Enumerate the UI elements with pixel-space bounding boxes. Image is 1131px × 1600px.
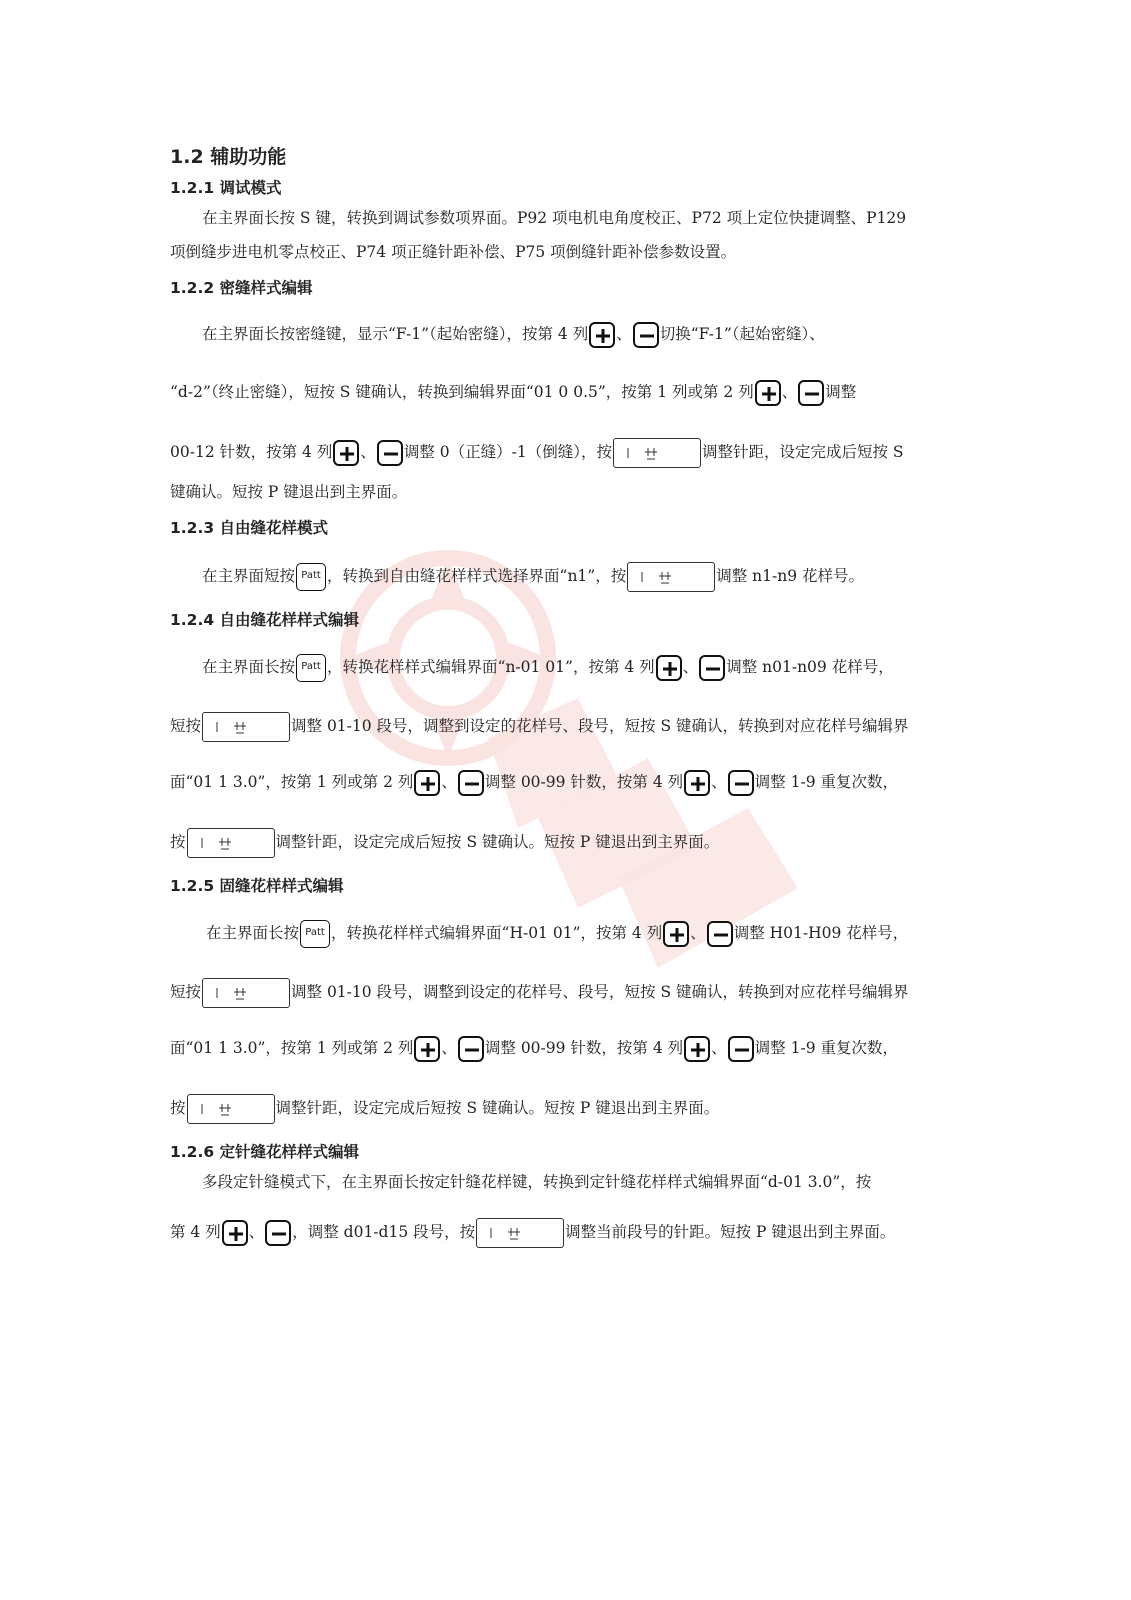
text-span: 调整 01-10 段号，调整到设定的花样号、段号，短按 S 键确认，转换到对应花样号编辑界 <box>291 983 909 1001</box>
patt-key-icon: Patt <box>296 654 326 682</box>
paragraph-line: 在主界面长按 S 键，转换到调试参数项界面。P92 项电机电角度校正、P72 项上定位快捷调整、P129 <box>202 209 907 227</box>
stitch-length-key-icon <box>187 1094 275 1124</box>
heading-1-2-3: 1.2.3 自由缝花样模式 <box>170 519 329 537</box>
stitch-length-key-icon <box>202 978 290 1008</box>
text-span: 、 <box>682 658 699 676</box>
text-span: 切换“F-1”（起始密缝）、 <box>659 325 825 343</box>
text-span: 、 <box>711 1039 727 1057</box>
paragraph-line <box>202 654 894 682</box>
text-span: 调整 00-99 针数，按第 4 列 <box>484 1039 684 1057</box>
minus-key-icon <box>265 1220 291 1246</box>
text-span: 、 <box>690 924 706 942</box>
text-span: 短按 <box>170 983 202 1001</box>
minus-key-icon <box>633 322 659 348</box>
text-span: ，转换到自由缝花样样式选择界面“n1”，按 <box>327 567 627 585</box>
paragraph-line: 键确认。短按 P 键退出到主界面。 <box>170 483 408 501</box>
stitch-length-key-icon <box>202 712 290 742</box>
section-title: 1.2 辅助功能 <box>170 146 287 168</box>
text-span: 00-12 针数，按第 4 列 <box>170 443 333 461</box>
text-span: 调整 01-10 段号，调整到设定的花样号、段号，短按 S 键确认，转换到对应花样号编辑界 <box>291 717 909 735</box>
paragraph-line <box>170 438 904 468</box>
paragraph-line <box>170 1036 898 1062</box>
text-span: 、 <box>360 443 376 461</box>
minus-key-icon <box>728 1036 754 1062</box>
text-span: 按 <box>170 833 186 851</box>
plus-key-icon <box>684 770 710 796</box>
paragraph-line <box>202 562 864 592</box>
paragraph-line <box>170 828 719 858</box>
text-span: 调整 0（正缝）-1（倒缝），按 <box>403 443 612 461</box>
text-span: 面“01 1 3.0”，按第 1 列或第 2 列 <box>170 773 414 791</box>
minus-key-icon <box>798 380 824 406</box>
text-span: 调整 H01-H09 花样号， <box>733 924 909 942</box>
patt-key-icon: Patt <box>296 563 326 591</box>
paragraph-line: 多段定针缝模式下，在主界面长按定针缝花样键，转换到定针缝花样样式编辑界面“d-01 3.0”，按 <box>202 1173 872 1191</box>
plus-key-icon <box>414 1036 440 1062</box>
plus-key-icon <box>414 770 440 796</box>
heading-1-2-1: 1.2.1 调试模式 <box>170 179 282 197</box>
paragraph-line <box>170 380 856 406</box>
text-span: 调整 n01-n09 花样号， <box>726 658 894 676</box>
text-span: 在主界面长按 <box>202 658 296 676</box>
plus-key-icon <box>222 1220 248 1246</box>
plus-key-icon <box>589 322 615 348</box>
plus-key-icon <box>663 921 689 947</box>
text-span: 、 <box>248 1223 265 1241</box>
text-span: “d-2”（终止密缝），短按 S 键确认，转换到编辑界面“01 0 0.5”，按第 1 列或第 2 列 <box>170 383 754 401</box>
heading-1-2-6: 1.2.6 定针缝花样样式编辑 <box>170 1143 360 1161</box>
paragraph-line <box>170 1218 895 1248</box>
text-span: 、 <box>711 773 727 791</box>
text-span: 调整当前段号的针距。短按 P 键退出到主界面。 <box>565 1223 896 1241</box>
patt-key-icon: Patt <box>300 920 330 948</box>
text-span: 调整 1-9 重复次数， <box>754 773 898 791</box>
text-span: 调整 n1-n9 花样号。 <box>716 567 864 585</box>
text-span: ，调整 d01-d15 段号，按 <box>292 1223 476 1241</box>
stitch-length-key-icon <box>187 828 275 858</box>
plus-key-icon <box>755 380 781 406</box>
text-span: 、 <box>616 325 632 343</box>
text-span: 调整 <box>825 383 857 401</box>
text-span: 在主界面长按 <box>206 924 300 942</box>
text-span: 调整针距，设定完成后短按 S <box>701 443 904 461</box>
text-span: 在主界面短按 <box>202 567 296 585</box>
minus-key-icon <box>728 770 754 796</box>
plus-key-icon <box>656 655 682 681</box>
stitch-length-key-icon <box>627 562 715 592</box>
minus-key-icon <box>458 1036 484 1062</box>
text-span: 在主界面长按密缝键，显示“F-1”（起始密缝），按第 4 列 <box>202 325 589 343</box>
plus-key-icon <box>333 440 359 466</box>
paragraph-line <box>206 920 908 948</box>
heading-1-2-4: 1.2.4 自由缝花样样式编辑 <box>170 611 360 629</box>
paragraph-line <box>202 322 825 348</box>
text-span: 、 <box>781 383 798 401</box>
minus-key-icon <box>707 921 733 947</box>
text-span: 调整针距，设定完成后短按 S 键确认。短按 P 键退出到主界面。 <box>275 1099 720 1117</box>
text-span: 面“01 1 3.0”，按第 1 列或第 2 列 <box>170 1039 414 1057</box>
text-span: 调整 00-99 针数，按第 4 列 <box>484 773 684 791</box>
text-span: 、 <box>441 1039 457 1057</box>
stitch-length-key-icon <box>613 438 701 468</box>
text-span: 第 4 列 <box>170 1223 221 1241</box>
paragraph-line <box>170 978 909 1008</box>
text-span: 、 <box>441 773 457 791</box>
text-span: ，转换花样样式编辑界面“n-01 01”，按第 4 列 <box>327 658 655 676</box>
paragraph-line <box>170 1094 719 1124</box>
stitch-length-key-icon <box>476 1218 564 1248</box>
heading-1-2-2: 1.2.2 密缝样式编辑 <box>170 279 313 297</box>
paragraph-line <box>170 712 909 742</box>
paragraph-line <box>170 770 898 796</box>
paragraph-line: 项倒缝步进电机零点校正、P74 项正缝针距补偿、P75 项倒缝针距补偿参数设置。 <box>170 243 737 261</box>
minus-key-icon <box>699 655 725 681</box>
text-span: 调整针距，设定完成后短按 S 键确认。短按 P 键退出到主界面。 <box>275 833 720 851</box>
text-span: ，转换花样样式编辑界面“H-01 01”，按第 4 列 <box>331 924 663 942</box>
minus-key-icon <box>377 440 403 466</box>
text-span: 短按 <box>170 717 202 735</box>
heading-1-2-5: 1.2.5 固缝花样样式编辑 <box>170 877 344 895</box>
plus-key-icon <box>684 1036 710 1062</box>
text-span: 调整 1-9 重复次数， <box>754 1039 898 1057</box>
text-span: 按 <box>170 1099 186 1117</box>
minus-key-icon <box>458 770 484 796</box>
